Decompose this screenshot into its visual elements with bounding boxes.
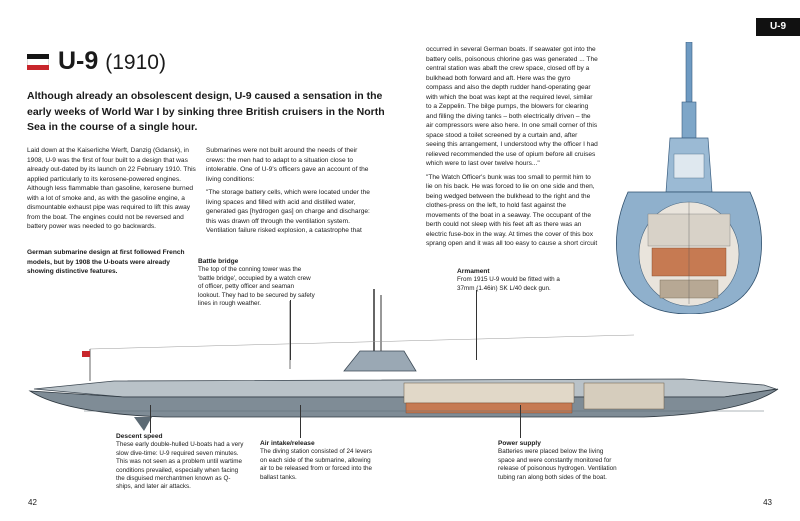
imperial-german-flag-icon [27,54,49,70]
callout-line [300,405,301,438]
ensign-flag [82,351,90,357]
body-paragraph: "The Watch Officer's bunk was too small to permit him to lie on his back. He was forced to lie on one side and then, being wedged between the bulkhead to the right and the clothes-press on the left, to hold fast against the movements of the boat in a seaway. The occupant of the berth could not sleep with his feet aft as there was an electric fuse-box in the way. At times the cover of this box sprang open and it was all too easy to cause a short circuit [426,173,598,247]
periscope [686,42,692,102]
body-column-3 [426,45,598,253]
callout-text: These early double-hulled U-boats had a very slow dive-time: U-9 required seven minutes. This was not seen as a problem until wartime conditions prevailed, especially when facing the disguised merchantmen known as Q-ships, and later air attacks. [116,441,244,491]
callout-line [150,405,151,433]
body-paragraph: Laid down at the Kaiserliche Werft, Danzig (Gdansk), in 1908, U-9 was the first of four built to a design that was already out-dated by its launch on 22 February 1910. This applied particularly to its kerosene-powered engines. Although less flammable than gasoline, kerosene burned with a lot of smoke and, as with the gasoline engine, a dismountable exhaust pipe was required to lift this away from the boat. The engines could not be reversed and battery power was needed to go backwards. [27,147,196,230]
callout-title: Air intake/release [260,440,315,447]
callout-title: Power supply [498,440,541,447]
callout-line [520,405,521,438]
callout-battle-bridge [198,258,316,308]
title-name: U-9 [58,47,99,75]
body-paragraph: Submarines were not built around the needs of their crews: the men had to adapt to a situation close to intolerable. One of U-9's officers gave an account of the living conditions: [206,147,369,183]
page-number-left: 42 [28,498,37,507]
periscope-housing [682,102,696,138]
callout-line [476,290,477,360]
page-number-right: 43 [763,498,772,507]
bow-compartment-cutaway [584,383,664,409]
rigging-wire [90,335,634,349]
page-title [58,46,166,78]
intro-paragraph: Although already an obsolescent design, U-9 caused a sensation in the early weeks of World War I by sinking three British cruisers in the North Sea in the course of a single hour. [27,90,385,133]
callout-air-intake [260,440,378,482]
callout-text: From 1915 U-9 would be fitted with a 37mm (1.46in) SK L/40 deck gun. [457,276,560,292]
callout-line [290,300,291,360]
callout-title: Descent speed [116,433,163,440]
section-tag: U-9 [756,18,800,36]
callout-descent-speed [116,433,246,492]
body-paragraph: "The storage battery cells, which were located under the living spaces and filled with acid and distilled water, generated gas [hydrogen gas] on charge and discharge: this was drawn off through the ventilation system. Ventilation failure risked explosion, a catastrophe that [206,189,370,234]
conning-tower-interior [674,154,704,178]
title-year: (1910) [105,51,166,74]
body-column-1 [27,146,197,236]
callout-title: Battle bridge [198,258,239,265]
callout-armament [457,268,579,293]
hull-cross-section-illustration [608,42,770,314]
callout-power-supply [498,440,618,482]
callout-text: Batteries were placed below the living space and were constantly monitored for release of poisonous hydrogen. Ventilation tubing ran along both sides of the boat. [498,448,617,481]
callout-title: Armament [457,268,490,275]
body-column-2 [206,146,376,240]
living-space-cutaway [404,383,574,403]
conning-tower [344,351,416,371]
callout-text: The top of the conning tower was the 'battle bridge', occupied by a watch crew of officer, petty officer and seaman lookout. They had to be secured by safety lines in rough weather. [198,266,315,308]
side-profile-illustration [24,285,782,433]
body-paragraph: occurred in several German boats. If seawater got into the battery cells, poisonous chlorine gas was generated ... The central station was abaft the crew space, closed off by a bulkhead both forward and aft. Here was the gyro compass and also the depth rudder hand-operating gear with which the boat was kept at the required level, similar to a Zeppelin. The bilge pumps, the blowers for clearing and filling the diving tanks – both electrically driven – the air compressors were also here. In one small corner of this space stood a toilet screened by a curtain and, after seeing this arrangement, I understood why the officer I had relieved recommended the use of opium before all cruises which were to last over twelve hours..." [426,46,598,167]
flag-stripe-red [27,65,49,70]
side-note: German submarine design at first followed French models, but by 1908 the U-boats were already showing distinctive features. [27,249,185,275]
battery-cutaway [406,403,572,413]
callout-text: The diving station consisted of 24 levers on each side of the submarine, allowing air to be released from or forced into the ballast tanks. [260,448,373,481]
